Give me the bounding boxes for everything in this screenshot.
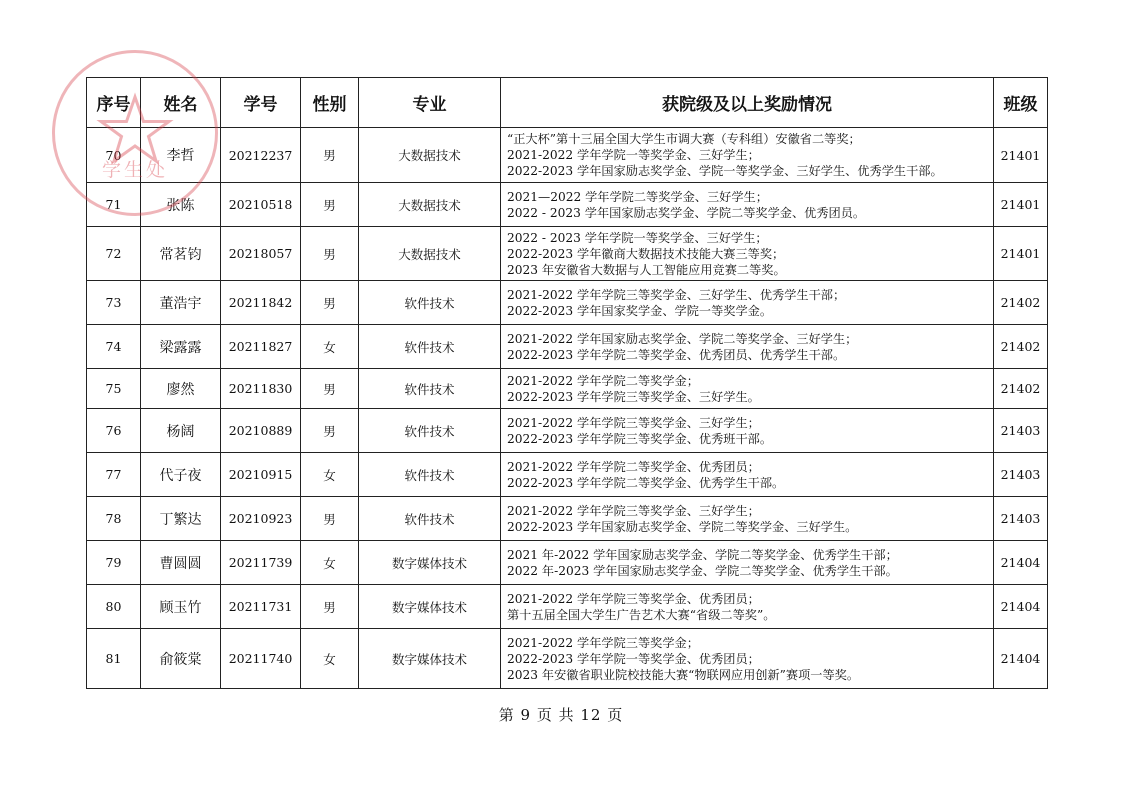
header-gender: 性别 (301, 78, 359, 128)
award-line: 2022-2023 学年学院二等奖学金、优秀团员、优秀学生干部。 (507, 347, 846, 362)
row-major: 数字媒体技术 (359, 585, 501, 629)
row-major: 软件技术 (359, 409, 501, 453)
row-major: 数字媒体技术 (359, 541, 501, 585)
row-gender: 女 (301, 629, 359, 689)
row-name: 李哲 (141, 128, 221, 183)
row-gender: 女 (301, 541, 359, 585)
award-line: 2021-2022 学年国家励志奖学金、学院二等奖学金、三好学生； (507, 331, 858, 346)
award-line: 2022-2023 学年学院二等奖学金、优秀学生干部。 (507, 475, 785, 490)
header-awards: 获院级及以上奖励情况 (501, 78, 994, 128)
table-body (87, 128, 1048, 689)
row-student-id: 20210915 (221, 453, 301, 497)
row-major: 软件技术 (359, 325, 501, 369)
header-class: 班级 (994, 78, 1048, 128)
row-name: 梁露露 (141, 325, 221, 369)
award-line: 2022-2023 学年国家励志奖学金、学院二等奖学金、三好学生。 (507, 519, 858, 534)
row-student-id: 20211842 (221, 281, 301, 325)
table-row (87, 369, 1048, 409)
seal-department-text: 学生处 (101, 159, 168, 181)
row-index: 75 (87, 369, 141, 409)
row-index: 70 (87, 128, 141, 183)
row-gender: 男 (301, 128, 359, 183)
row-major: 软件技术 (359, 281, 501, 325)
row-awards (501, 629, 994, 689)
row-name: 代子夜 (141, 453, 221, 497)
row-name: 顾玉竹 (141, 585, 221, 629)
header-row (87, 78, 1048, 128)
award-line: 2021-2022 学年学院二等奖学金、优秀团员； (507, 459, 760, 474)
row-awards (501, 541, 994, 585)
table-row (87, 325, 1048, 369)
row-major: 软件技术 (359, 453, 501, 497)
row-gender: 女 (301, 325, 359, 369)
row-major: 数字媒体技术 (359, 629, 501, 689)
header-name: 姓名 (141, 78, 221, 128)
row-class: 21402 (994, 369, 1048, 409)
row-student-id: 20210923 (221, 497, 301, 541)
row-class: 21404 (994, 629, 1048, 689)
row-major: 大数据技术 (359, 183, 501, 227)
award-line: 2023 年安徽省职业院校技能大赛“物联网应用创新”赛项一等奖。 (507, 667, 860, 682)
row-student-id: 20211740 (221, 629, 301, 689)
row-awards (501, 325, 994, 369)
row-name: 丁繁达 (141, 497, 221, 541)
table-row (87, 585, 1048, 629)
row-awards (501, 585, 994, 629)
row-major: 软件技术 (359, 369, 501, 409)
row-awards (501, 183, 994, 227)
row-class: 21403 (994, 497, 1048, 541)
award-line: 2022-2023 学年国家励志奖学金、学院一等奖学金、三好学生、优秀学生干部。 (507, 164, 943, 178)
row-gender: 男 (301, 585, 359, 629)
award-line: 2021-2022 学年学院二等奖学金； (507, 373, 699, 388)
table-row (87, 227, 1048, 281)
award-line: 2021-2022 学年学院三等奖学金、优秀团员； (507, 591, 760, 606)
row-index: 72 (87, 227, 141, 281)
row-student-id: 20211827 (221, 325, 301, 369)
row-student-id: 20218057 (221, 227, 301, 281)
header-major: 专业 (359, 78, 501, 128)
row-awards (501, 409, 994, 453)
award-line: 2023 年安徽省大数据与人工智能应用竞赛二等奖。 (507, 262, 786, 277)
row-class: 21401 (994, 227, 1048, 281)
row-name: 张陈 (141, 183, 221, 227)
table-row (87, 453, 1048, 497)
row-class: 21401 (994, 183, 1048, 227)
row-awards (501, 227, 994, 281)
row-class: 21404 (994, 585, 1048, 629)
award-line: 2022 - 2023 学年国家励志奖学金、学院二等奖学金、优秀团员。 (507, 205, 866, 220)
row-class: 21403 (994, 409, 1048, 453)
row-index: 74 (87, 325, 141, 369)
row-class: 21402 (994, 325, 1048, 369)
row-index: 76 (87, 409, 141, 453)
award-line: “正大杯”第十三届全国大学生市调大赛（专科组）安徽省二等奖； (507, 132, 861, 146)
award-line: 2022-2023 学年国家奖学金、学院一等奖学金。 (507, 303, 773, 318)
row-gender: 男 (301, 409, 359, 453)
row-major: 大数据技术 (359, 128, 501, 183)
award-line: 第十五届全国大学生广告艺术大赛“省级二等奖”。 (507, 607, 776, 622)
row-class: 21404 (994, 541, 1048, 585)
row-awards (501, 453, 994, 497)
row-name: 曹圆圆 (141, 541, 221, 585)
row-student-id: 20210889 (221, 409, 301, 453)
awards-table (86, 77, 1048, 689)
award-line: 2021-2022 学年学院三等奖学金、三好学生； (507, 503, 760, 518)
table-row (87, 629, 1048, 689)
row-student-id: 20211739 (221, 541, 301, 585)
row-gender: 男 (301, 281, 359, 325)
award-line: 2022-2023 学年徽商大数据技术技能大赛三等奖； (507, 246, 785, 261)
row-student-id: 20212237 (221, 128, 301, 183)
header-index: 序号 (87, 78, 141, 128)
award-line: 2021-2022 学年学院三等奖学金、三好学生； (507, 415, 760, 430)
row-index: 79 (87, 541, 141, 585)
award-line: 2021-2022 学年学院三等奖学金、三好学生、优秀学生干部； (507, 287, 846, 302)
row-student-id: 20211731 (221, 585, 301, 629)
table-row (87, 497, 1048, 541)
row-index: 81 (87, 629, 141, 689)
row-awards (501, 128, 994, 183)
row-name: 董浩宇 (141, 281, 221, 325)
row-student-id: 20211830 (221, 369, 301, 409)
award-line: 2022 - 2023 学年学院一等奖学金、三好学生； (507, 230, 768, 245)
award-line: 2021 年-2022 学年国家励志奖学金、学院二等奖学金、优秀学生干部； (507, 547, 898, 562)
table-row (87, 281, 1048, 325)
row-index: 80 (87, 585, 141, 629)
row-awards (501, 369, 994, 409)
row-class: 21403 (994, 453, 1048, 497)
row-index: 78 (87, 497, 141, 541)
award-line: 2022 年-2023 学年国家励志奖学金、学院二等奖学金、优秀学生干部。 (507, 563, 898, 578)
row-name: 常茗钧 (141, 227, 221, 281)
row-name: 俞筱棠 (141, 629, 221, 689)
row-awards (501, 281, 994, 325)
row-awards (501, 497, 994, 541)
row-gender: 男 (301, 369, 359, 409)
row-index: 71 (87, 183, 141, 227)
row-name: 杨阔 (141, 409, 221, 453)
row-gender: 男 (301, 183, 359, 227)
award-line: 2022-2023 学年学院三等奖学金、三好学生。 (507, 389, 760, 404)
award-line: 2022-2023 学年学院一等奖学金、优秀团员； (507, 651, 760, 666)
header-student-id: 学号 (221, 78, 301, 128)
row-class: 21401 (994, 128, 1048, 183)
row-index: 73 (87, 281, 141, 325)
row-index: 77 (87, 453, 141, 497)
row-gender: 男 (301, 497, 359, 541)
award-line: 2021-2022 学年学院三等奖学金； (507, 635, 699, 650)
table-row (87, 541, 1048, 585)
table-row (87, 183, 1048, 227)
award-line: 2021—2022 学年学院二等奖学金、三好学生； (507, 189, 768, 204)
row-name: 廖然 (141, 369, 221, 409)
award-line: 2021-2022 学年学院一等奖学金、三好学生； (507, 148, 760, 162)
page-number: 第 9 页 共 12 页 (498, 706, 624, 724)
row-major: 软件技术 (359, 497, 501, 541)
row-student-id: 20210518 (221, 183, 301, 227)
row-gender: 男 (301, 227, 359, 281)
row-gender: 女 (301, 453, 359, 497)
table-row (87, 409, 1048, 453)
row-class: 21402 (994, 281, 1048, 325)
row-major: 大数据技术 (359, 227, 501, 281)
table-row (87, 128, 1048, 183)
award-line: 2022-2023 学年学院三等奖学金、优秀班干部。 (507, 431, 773, 446)
